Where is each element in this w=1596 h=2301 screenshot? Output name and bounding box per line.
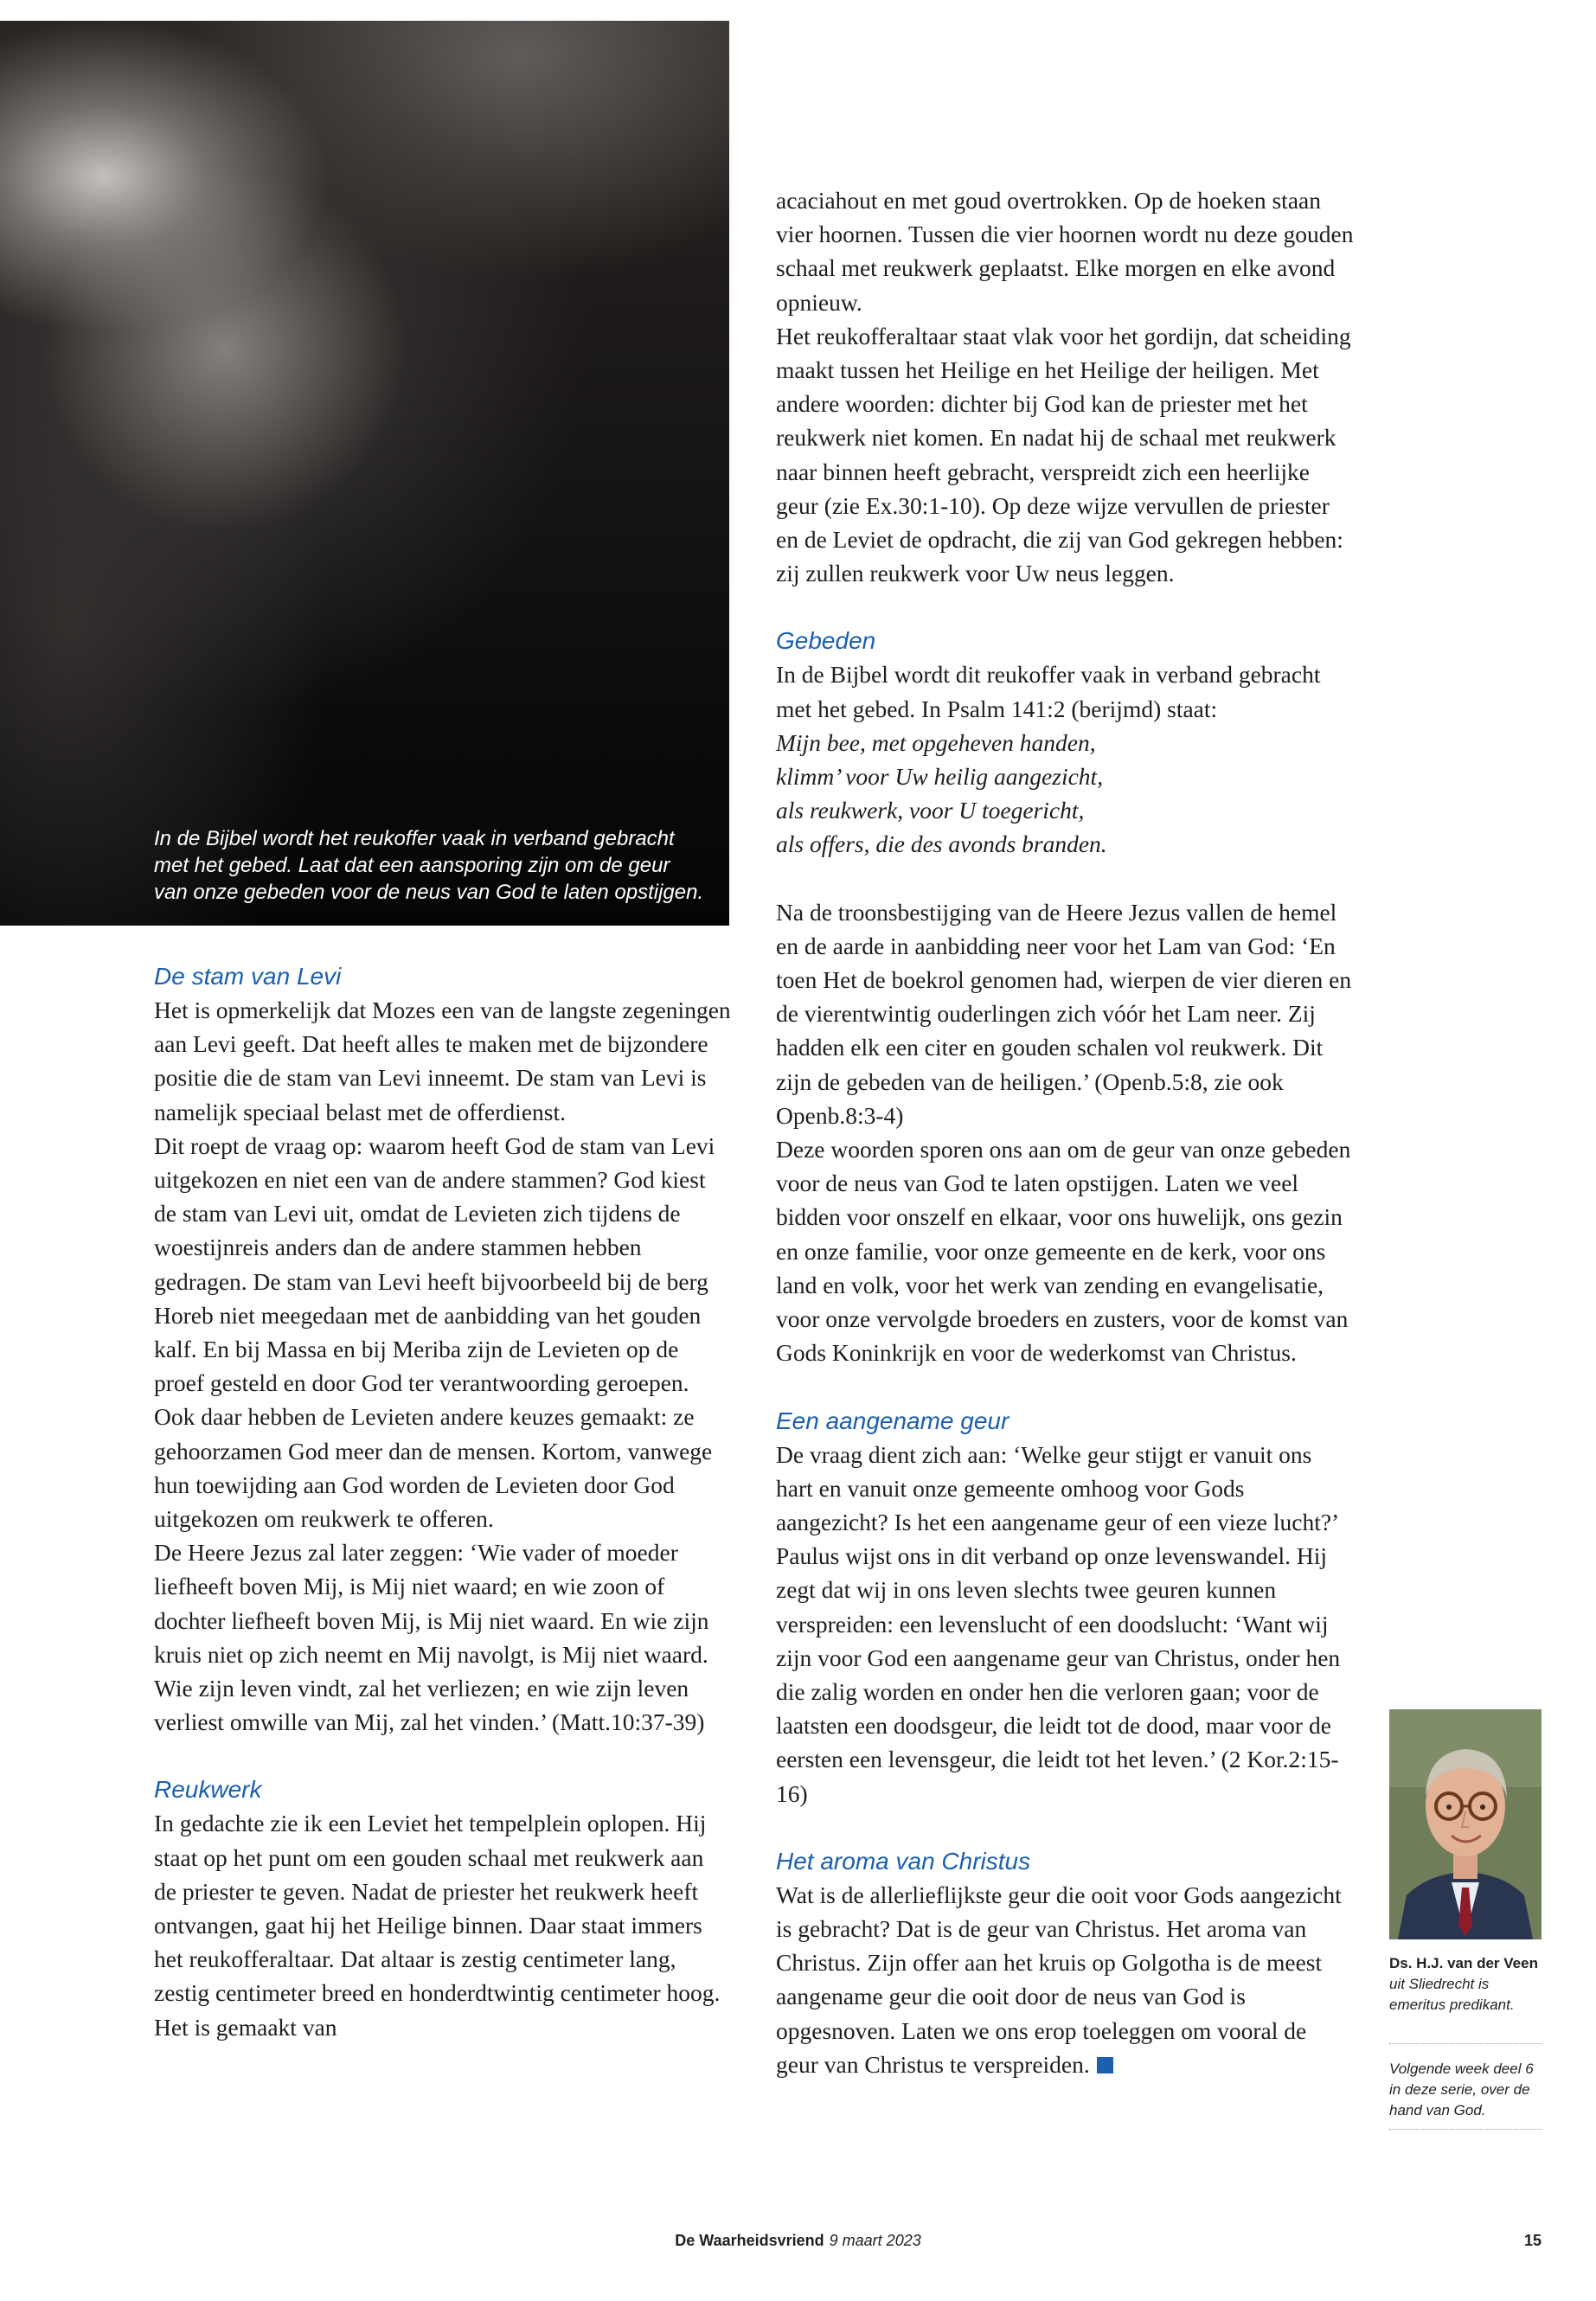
publication-date: 9 maart 2023 xyxy=(829,2232,921,2249)
photo-caption: In de Bijbel wordt het reukoffer vaak in verband gebracht met het gebed. Laat dat een aansporing zijn om de geur van onze gebeden voor de neus van God te laten opstijgen. xyxy=(154,827,704,904)
series-note-line: Volgende week deel 6 xyxy=(1389,2061,1534,2077)
paragraph: De Heere Jezus zal later zeggen: ‘Wie vader of moeder liefheeft boven Mij, is Mij niet waard; en wie zoon of dochter liefheeft boven Mij, is Mij niet waard. En wie zijn kruis niet op zich neemt en Mij navolgt, is Mij niet waard. Wie zijn leven vindt, zal het verliezen; en wie zijn leven verliest omwille van Mij, zal het vinden.’ (Matt.10:37-39) xyxy=(154,1539,709,1736)
series-note xyxy=(1389,2059,1542,2121)
section-heading: De stam van Levi xyxy=(154,963,342,990)
left-column xyxy=(154,959,732,2044)
series-note-line: in deze serie, over de xyxy=(1389,2081,1530,2098)
poem-line: als reukwerk, voor U toegericht, xyxy=(776,797,1085,824)
section-heading: Gebeden xyxy=(776,627,876,655)
divider xyxy=(1389,2043,1542,2044)
paragraph: Na de troonsbestijging van de Heere Jezus vallen de hemel en de aarde in aanbidding neer voor het Lam van God: ‘En toen Het de boekrol genomen had, wierpen de vier dieren en de vierentwintig ouderlingen zich vóór het Lam neer. Zij hadden elk een citer en gouden schalen vol reukwerk. Dit zijn de gebeden van de heiligen.’ (Openb.5:8, zie ook Openb.8:3-4) xyxy=(776,898,1352,1129)
poem-line: klimm’ voor Uw heilig aangezicht, xyxy=(776,763,1104,791)
author-name: Ds. H.J. van der Veen xyxy=(1389,1955,1538,1971)
section-heading: Reukwerk xyxy=(154,1776,262,1804)
author-portrait-icon xyxy=(1389,1709,1542,1939)
paragraph: De vraag dient zich aan: ‘Welke geur stijgt er vanuit ons hart en vanuit onze gemeente omhoog voor Gods aangezicht? Is het een aangename geur of een vieze lucht?’ Paulus wijst ons in dit verband op onze levenswandel. Hij zegt dat wij in ons leven slechts twee geuren kunnen verspreiden: een levenslucht of een doodslucht: ‘Want wij zijn voor God een aangename geur van Christus, onder hen die zalig worden en onder hen die verloren gaan; voor de laatsten een doodsgeur, die leidt tot de dood, maar voor de eersten een levensgeur, die leidt tot het leven.’ (2 Kor.2:15-16) xyxy=(776,1440,1341,1807)
section-heading: Een aangename geur xyxy=(776,1407,1010,1434)
author-photo xyxy=(1389,1709,1542,1939)
paragraph: In de Bijbel wordt dit reukoffer vaak in verband gebracht met het gebed. In Psalm 141:2 (berijmd) staat: xyxy=(776,661,1321,722)
paragraph-text: Wat is de allerlieflijkste geur die ooit voor Gods aangezicht is gebracht? Dat is de geur van Christus. Het aroma van Christus. Zijn offer aan het kruis op Golgotha is de meest aangename geur die ooit door de neus van God is opgesnoven. Laten we ons erop toeleggen om vooral de geur van Christus te verspreiden. xyxy=(776,1881,1342,2078)
divider xyxy=(1389,2129,1542,2130)
header-photo xyxy=(0,21,729,926)
author-bio-line: uit Sliedrecht is xyxy=(1389,1976,1490,1992)
end-mark-icon xyxy=(1097,2057,1113,2073)
paragraph: Deze woorden sporen ons aan om de geur van onze gebeden voor de neus van God te laten opstijgen. Laten we veel bidden voor onszelf en elkaar, voor ons huwelijk, ons gezin en onze familie, voor onze gemeente en de kerk, voor ons land en volk, voor het werk van zending en evangelisatie, voor onze vervolgde broeders en zusters, voor de komst van Gods Koninkrijk en voor de wederkomst van Christus. xyxy=(776,1136,1351,1367)
paragraph: acaciahout en met goud overtrokken. Op de hoeken staan vier hoornen. Tussen die vier hoornen wordt nu deze gouden schaal met reukwerk geplaatst. Elke morgen en elke avond opnieuw. xyxy=(776,187,1354,316)
page-number: 15 xyxy=(1524,2232,1542,2249)
section-heading: Het aroma van Christus xyxy=(776,1847,1031,1875)
paragraph: Dit roept de vraag op: waarom heeft God de stam van Levi uitgekozen en niet een van de andere stammen? God kiest de stam van Levi uit, omdat de Levieten zich tijdens de woestijnreis anders dan de andere stammen hebben gedragen. De stam van Levi heeft bijvoorbeeld bij de berg Horeb niet meegedaan met de aanbidding van het gouden kalf. En bij Massa en bij Meriba zijn de Levieten op de proef gesteld en door God ter verantwoording geroepen. Ook daar hebben de Levieten andere keuzes gemaakt: ze gehoorzamen God meer dan de mensen. Kortom, vanwege hun toewijding aan God worden de Levieten door God uitgekozen om reukwerk te offeren. xyxy=(154,1131,715,1533)
poem-line: Mijn bee, met opgeheven handen, xyxy=(776,728,1096,756)
paragraph: Het reukofferaltaar staat vlak voor het gordijn, dat scheiding maakt tussen het Heilige en het Heilige der heiligen. Met andere woorden: dichter bij God kan de priester met het reukwerk niet komen. En nadat hij de schaal met reukwerk naar binnen heeft gebracht, verspreidt zich een heerlijke geur (zie Ex.30:1-10). Op deze wijze vervullen de priester en de Leviet de opdracht, die zij van God gekregen hebben: zij zullen reukwerk voor Uw neus leggen. xyxy=(776,322,1351,587)
poem-line: als offers, die des avonds branden. xyxy=(776,830,1107,858)
series-note-line: hand van God. xyxy=(1389,2102,1486,2118)
author-bio xyxy=(1389,1953,1542,2016)
paragraph-last xyxy=(776,1878,1354,2081)
paragraph: Het is opmerkelijk dat Mozes een van de langste zegeningen aan Levi geeft. Dat heeft alles te maken met de bijzondere positie die de stam van Levi inneemt. De stam van Levi is namelijk speciaal belast met de offerdienst. xyxy=(154,997,731,1125)
publication-name: De Waarheidsvriend xyxy=(675,2232,824,2249)
author-bio-line: emeritus predikant. xyxy=(1389,1997,1515,2013)
paragraph: In gedachte zie ik een Leviet het tempelplein oplopen. Hij staat op het punt om een gouden schaal met reukwerk aan de priester te geven. Nadat de priester het reukwerk heeft ontvangen, gaat hij het Heilige binnen. Daar staat immers het reukofferaltaar. Dat altaar is zestig centimeter lang, zestig centimeter breed en honderdtwintig centimeter hoog. Het is gemaakt van xyxy=(154,1810,721,2041)
right-column xyxy=(776,183,1354,2081)
